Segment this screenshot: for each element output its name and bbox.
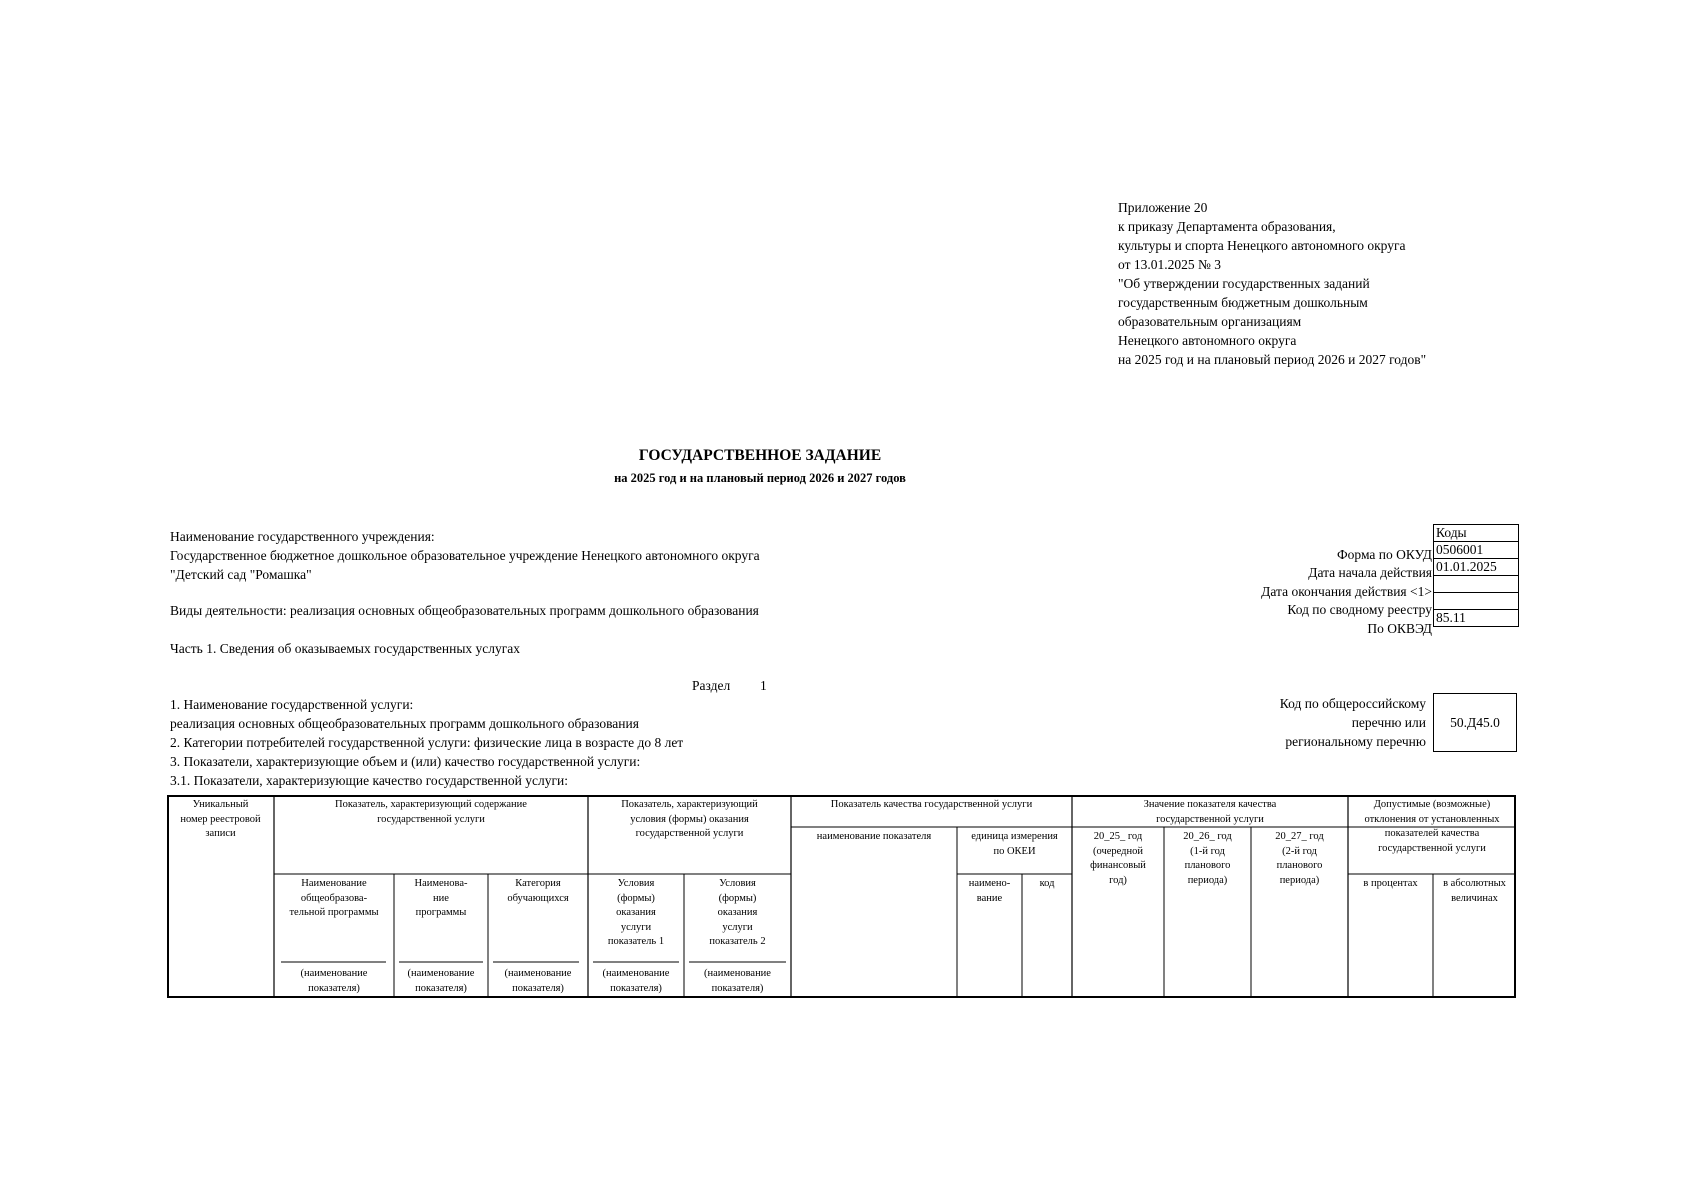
start-date-label: Дата начала действия (1308, 565, 1432, 580)
section-label: Раздел (692, 678, 731, 693)
header-year-2026: 20_26_ год (1-й год планового периода) (1183, 831, 1232, 886)
header-indicator-name: наименование показателя (816, 831, 932, 842)
registry-label: Код по общероссийскому (1279, 696, 1426, 711)
end-date-label: Дата окончания действия <1> (1261, 584, 1432, 599)
registry-code-value: 50.Д45.0 (1450, 714, 1500, 730)
registry-code-value (1434, 593, 1519, 610)
codes-header: Коды (1434, 525, 1519, 542)
indicator-name-note: (наименование показателя) (504, 968, 572, 994)
header-unit-name: наимено- вание (968, 878, 1011, 904)
header-unit-code: код (1039, 878, 1055, 889)
start-date-value: 01.01.2025 (1434, 559, 1519, 576)
document-subtitle: на 2025 год и на плановый период 2026 и 2027 годов (614, 471, 906, 485)
institution-label: Наименование государственного учреждения: (170, 529, 435, 544)
indicator-name-note: (наименование показателя) (407, 968, 475, 994)
service-name-label: 1. Наименование государственной услуги: (170, 697, 414, 712)
codes-table (1433, 524, 1519, 627)
activity-types: Виды деятельности: реализация основных общеобразовательных программ дошкольного образования (170, 603, 759, 618)
appendix-line: образовательным организациям (1118, 314, 1302, 329)
registry-label: перечню или (1351, 715, 1426, 730)
header-content-indicator: Показатель, характеризующий содержание государственной услуги (335, 799, 527, 825)
registry-label: региональному перечню (1285, 734, 1426, 749)
quality-indicators-table (167, 795, 1516, 998)
header-program: Наименова- ние программы (414, 878, 468, 918)
service-name-value: реализация основных общеобразовательных программ дошкольного образования (170, 716, 639, 731)
okud-value: 0506001 (1434, 542, 1519, 559)
header-year-2027: 20_27_ год (2-й год планового периода) (1275, 831, 1324, 886)
appendix-line: Ненецкого автономного округа (1118, 333, 1297, 348)
header-allowed-deviations: Допустимые (возможные) отклонения от установленных показателей качества государственной услуги (1364, 799, 1500, 854)
appendix-line: Приложение 20 (1118, 200, 1208, 215)
header-indicator-values: Значение показателя качества государственной услуги (1143, 799, 1277, 825)
institution-name: Государственное бюджетное дошкольное образовательное учреждение Ненецкого автономного округа (170, 548, 760, 563)
institution-name-line2: "Детский сад "Ромашка" (170, 567, 312, 582)
header-unique-number: Уникальный номер реестровой записи (180, 799, 261, 839)
appendix-block (1118, 198, 1426, 369)
indicator-name-note: (наименование показателя) (602, 968, 670, 994)
header-okei-unit: единица измерения по ОКЕИ (971, 831, 1058, 857)
header-program-name: Наименование общеобразова- тельной программы (289, 878, 379, 918)
section-number: 1 (760, 678, 767, 693)
consumer-categories: 2. Категории потребителей государственной услуги: физические лица в возрасте до 8 лет (170, 735, 684, 750)
indicator-name-note: (наименование показателя) (704, 968, 771, 994)
header-quality-indicator: Показатель качества государственной услуги (830, 799, 1033, 810)
header-condition-2: Условия (формы) оказания услуги показатель 2 (709, 878, 766, 947)
okved-value: 85.11 (1434, 610, 1519, 627)
appendix-line: государственным бюджетным дошкольным (1118, 295, 1368, 310)
okud-label: Форма по ОКУД (1336, 547, 1432, 562)
appendix-line: "Об утверждении государственных заданий (1118, 276, 1370, 291)
end-date-value (1434, 576, 1519, 593)
header-student-category: Категория обучающихся (507, 878, 569, 904)
header-year-2025: 20_25_ год (очередной финансовый год) (1090, 831, 1146, 886)
appendix-line: от 13.01.2025 № 3 (1118, 257, 1221, 272)
appendix-line: к приказу Департамента образования, (1118, 219, 1336, 234)
indicators-heading: 3. Показатели, характеризующие объем и (или) качество государственной услуги: (170, 754, 641, 769)
quality-indicators-heading: 3.1. Показатели, характеризующие качество государственной услуги: (170, 773, 569, 788)
appendix-line: на 2025 год и на плановый период 2026 и 2027 годов" (1118, 352, 1427, 367)
header-deviation-absolute: в абсолютных величинах (1443, 878, 1506, 904)
header-conditions-indicator: Показатель, характеризующий условия (формы) оказания государственной услуги (621, 799, 758, 839)
registry-code-label: Код по сводному реестру (1287, 602, 1432, 617)
header-condition-1: Условия (формы) оказания услуги показатель 1 (607, 878, 665, 947)
document-title: ГОСУДАРСТВЕННОЕ ЗАДАНИЕ (638, 447, 882, 464)
okved-label: По ОКВЭД (1367, 621, 1432, 636)
header-deviation-percent: в процентах (1363, 878, 1418, 889)
indicator-name-note: (наименование показателя) (300, 968, 368, 994)
registry-code-box (1433, 693, 1517, 752)
part-heading: Часть 1. Сведения об оказываемых государственных услугах (170, 641, 521, 656)
appendix-line: культуры и спорта Ненецкого автономного округа (1118, 238, 1406, 253)
